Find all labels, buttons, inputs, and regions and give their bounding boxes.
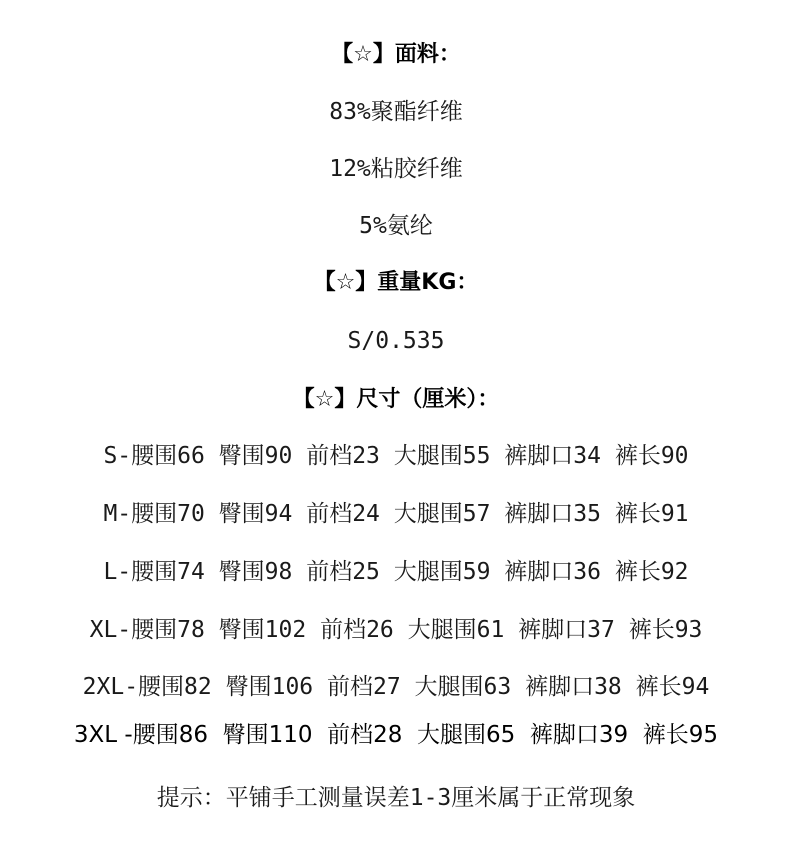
size-row-s: S-腰围66 臀围90 前档23 大腿围55 裤脚口34 裤长90 (103, 443, 689, 469)
fabric-item-spandex: 5%氨纶 (359, 213, 433, 239)
fabric-item-viscose: 12%粘胶纤维 (329, 156, 463, 182)
weight-heading: 【☆】重量KG： (313, 270, 479, 295)
size-row-l: L-腰围74 臀围98 前档25 大腿围59 裤脚口36 裤长92 (103, 559, 689, 585)
weight-value: S/0.535 (347, 328, 445, 354)
size-heading: 【☆】尺寸（厘米）： (292, 387, 500, 412)
fabric-item-polyester: 83%聚酯纤维 (329, 99, 463, 125)
size-row-2xl: 2XL-腰围82 臀围106 前档27 大腿围63 裤脚口38 裤长94 (82, 674, 710, 700)
size-row-xl: XL-腰围78 臀围102 前档26 大腿围61 裤脚口37 裤长93 (89, 617, 703, 643)
fabric-heading: 【☆】面料： (331, 42, 461, 67)
size-row-m: M-腰围70 臀围94 前档24 大腿围57 裤脚口35 裤长91 (103, 501, 689, 527)
size-row-3xl: 3XL -腰围86 臀围110 前档28 大腿围65 裤脚口39 裤长95 (73, 722, 719, 748)
measurement-note: 提示：平铺手工测量误差1-3厘米属于正常现象 (156, 785, 636, 811)
